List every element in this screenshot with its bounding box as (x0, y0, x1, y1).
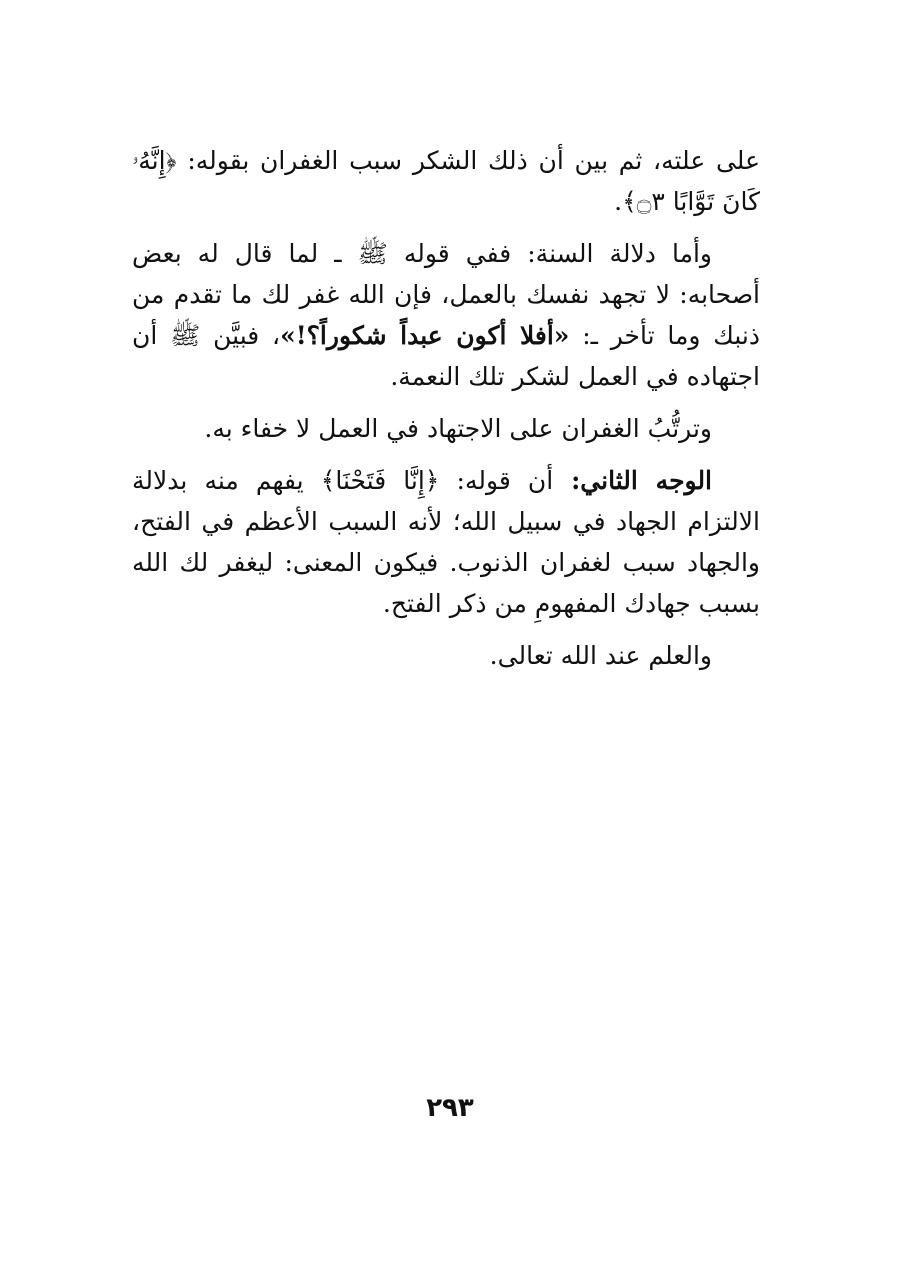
text-segment: أن قوله: (439, 466, 554, 495)
paragraph-3 (132, 408, 760, 449)
text-segment: والعلم عند الله تعالى. (489, 641, 712, 670)
section-heading: الوجه الثاني: (553, 466, 713, 495)
hadith-quote: «أفلا أكون عبداً شكوراً؟!» (280, 321, 570, 350)
quran-verse: ﴿إِنَّهُۥ كَانَ تَوَّابًا ۝٣﴾ (132, 146, 760, 216)
text-segment: وأما دلالة السنة: ففي قوله ﷺ ـ لما قال له بعض أصحابه: لا تجهد نفسك بالعمل، فإن الله غفر لك ما تقدم من ذنبك وما تأخر ـ: (132, 239, 760, 350)
text-segment: يفهم منه بدلالة الالتزام الجهاد في سبيل الله؛ لأنه السبب الأعظم في الفتح، والجهاد سبب لغفران الذنوب. فيكون المعنى: ليغفر لك الله بسبب جهادك المفهومِ من ذكر الفتح. (132, 466, 760, 618)
paragraph-5 (132, 635, 760, 676)
paragraph-4 (132, 460, 760, 624)
quran-verse: ﴿إِنَّا فَتَحْنَا﴾ (320, 466, 440, 495)
paragraph-2 (132, 233, 760, 397)
page-number: ٢٩٣ (426, 1093, 474, 1123)
text-segment: وترتُّبُ الغفران على الاجتهاد في العمل لا خفاء به. (204, 414, 712, 443)
paragraph-1 (132, 140, 760, 222)
page-body (132, 140, 760, 687)
text-segment: ، فبيَّن ﷺ أن اجتهاده في العمل لشكر تلك النعمة. (132, 321, 760, 391)
text-segment: . (614, 187, 623, 216)
text-segment: على علته، ثم بين أن ذلك الشكر سبب الغفران بقوله: (176, 146, 760, 175)
